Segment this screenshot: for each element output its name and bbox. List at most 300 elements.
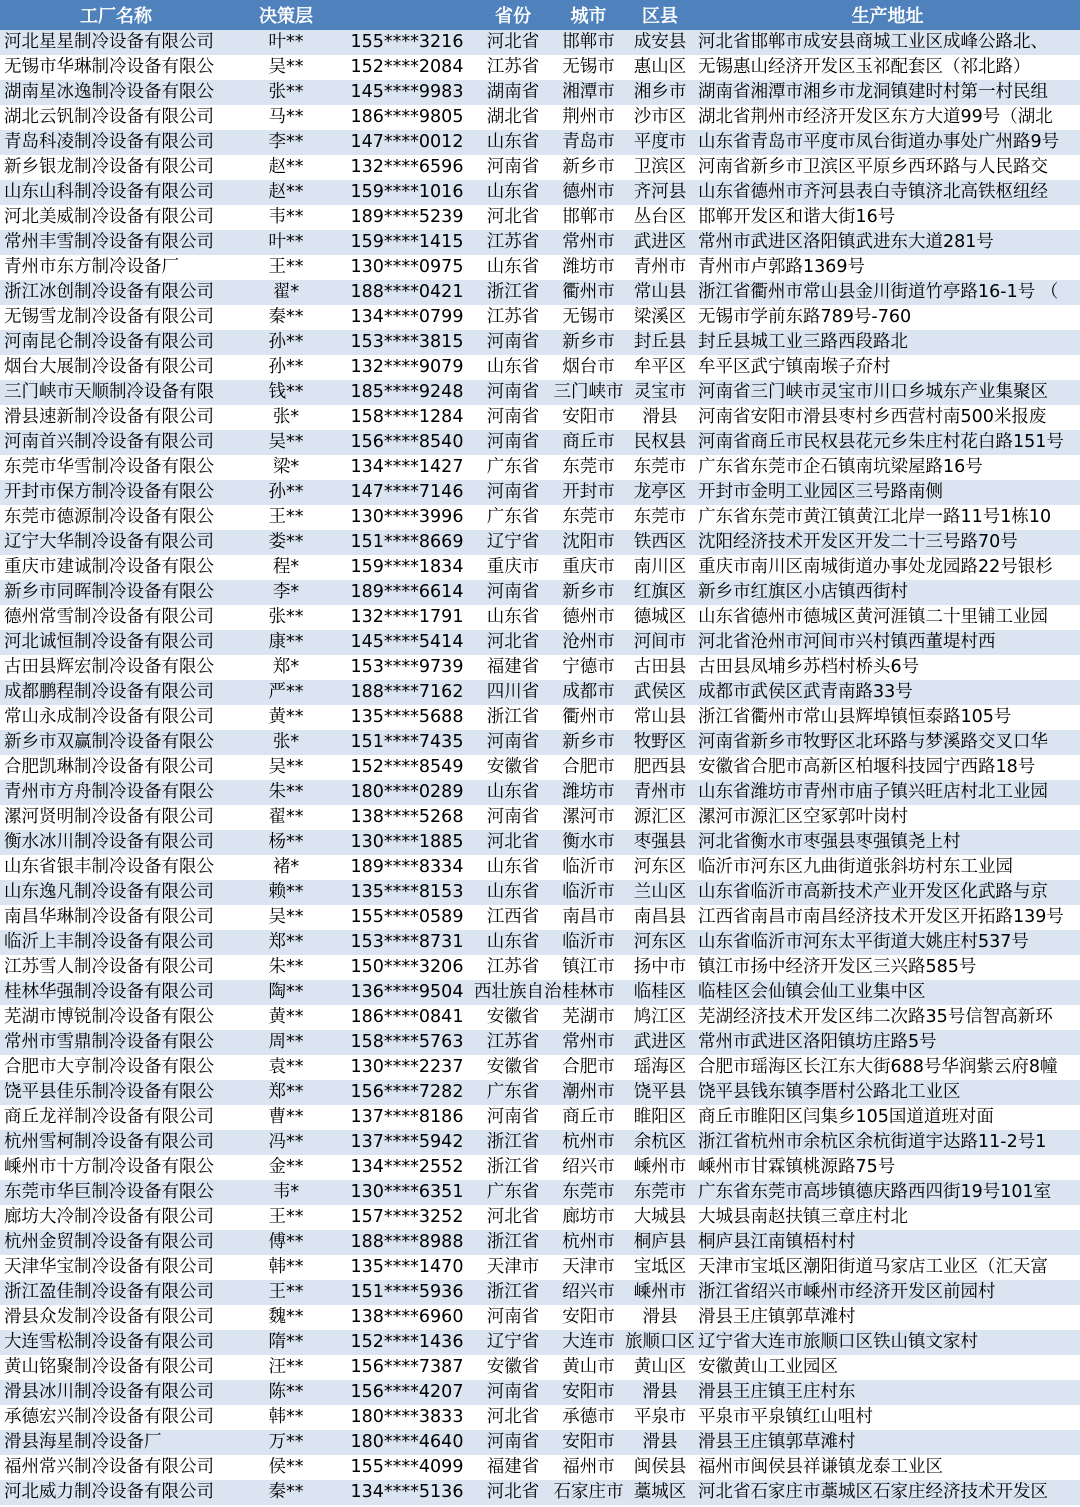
decision-maker-cell: 万** [268,1432,304,1452]
decision-maker-cell: 梁* [272,457,300,477]
county-cell: 东莞市 [633,1182,687,1202]
city-cell: 潮州市 [562,1082,615,1102]
factory-name-cell: 常州丰雪制冷设备有限公司 [4,232,214,252]
county-cell: 滑县 [642,1382,678,1402]
table-row [0,505,1080,530]
city-cell: 沈阳市 [562,532,615,552]
county-cell: 饶平县 [633,1082,687,1102]
county-cell: 河东区 [633,857,687,877]
province-cell: 安徽省 [486,1007,540,1027]
city-cell: 合肥市 [562,1057,615,1077]
factory-name-cell: 河北诚恒制冷设备有限公司 [4,632,214,652]
province-cell: 河北省 [486,832,540,852]
factory-name-cell: 河北威力制冷设备有限公司 [4,1482,214,1502]
phone-cell: 130****6351 [350,1182,464,1202]
factory-name-cell: 芜湖市博锐制冷设备有限公 [4,1007,214,1027]
phone-cell: 186****9805 [350,107,464,127]
decision-maker-cell: 赵** [268,157,304,177]
factory-name-cell: 无锡雪龙制冷设备有限公司 [4,307,214,327]
decision-maker-cell: 韦* [272,1182,300,1202]
address-cell: 古田县凤埔乡苏档村桥头6号 [698,657,920,677]
county-cell: 鸠江区 [633,1007,687,1027]
decision-maker-cell: 秦** [268,307,304,327]
table-row [0,1030,1080,1055]
province-cell: 浙江省 [486,707,540,727]
province-cell: 湖南省 [486,82,540,102]
address-cell: 平泉市平泉镇红山咀村 [698,1407,873,1427]
decision-maker-cell: 冯** [268,1132,304,1152]
city-cell: 漯河市 [562,807,615,827]
factory-name-cell: 成都鹏程制冷设备有限公司 [4,682,214,702]
phone-cell: 130****0975 [350,257,464,277]
county-cell: 滑县 [642,407,678,427]
decision-maker-cell: 金** [268,1157,304,1177]
table-row [0,280,1080,305]
county-cell: 齐河县 [633,182,687,202]
county-cell: 惠山区 [633,57,687,77]
factory-name-cell: 廊坊大冷制冷设备有限公司 [4,1207,214,1227]
province-cell: 河南省 [486,1107,540,1127]
decision-maker-cell: 翟** [268,807,304,827]
province-cell: 天津市 [486,1257,540,1277]
address-cell: 湖南省湘潭市湘乡市龙洞镇建时村第一村民组 [698,82,1048,102]
province-cell: 河北省 [486,1407,540,1427]
county-cell: 藁城区 [633,1482,687,1502]
phone-cell: 134****2552 [350,1157,464,1177]
city-cell: 福州市 [562,1457,615,1477]
city-cell: 商丘市 [562,432,615,452]
table-row [0,1330,1080,1355]
county-cell: 常山县 [633,707,687,727]
address-cell: 桐庐县江南镇梧村村 [698,1232,856,1252]
province-cell: 福建省 [486,657,540,677]
county-cell: 嵊州市 [633,1282,687,1302]
city-cell: 青岛市 [562,132,615,152]
phone-cell: 155****4099 [350,1457,464,1477]
decision-maker-cell: 黄** [268,1007,304,1027]
phone-cell: 138****5268 [350,807,464,827]
city-cell: 南昌市 [562,907,615,927]
header-county: 区县 [642,6,678,27]
factory-name-cell: 临沂上丰制冷设备有限公司 [4,932,214,952]
phone-cell: 152****8549 [350,757,464,777]
province-cell: 河北省 [486,632,540,652]
city-cell: 合肥市 [562,757,615,777]
city-cell: 天津市 [562,1257,615,1277]
factory-name-cell: 重庆市建诚制冷设备有限公 [4,557,214,577]
address-cell: 开封市金明工业园区三号路南侧 [698,482,943,502]
county-cell: 闽侯县 [633,1457,687,1477]
county-cell: 瑶海区 [633,1057,687,1077]
address-cell: 浙江省衢州市常山县金川街道竹亭路16-1号 （ [698,282,1059,302]
city-cell: 无锡市 [562,57,615,77]
header-decision-maker: 决策层 [259,6,313,27]
table-row [0,455,1080,480]
address-cell: 河南省三门峡市灵宝市川口乡城东产业集聚区 [698,382,1048,402]
city-cell: 商丘市 [562,1107,615,1127]
city-cell: 无锡市 [562,307,615,327]
decision-maker-cell: 郑* [272,657,300,677]
address-cell: 广东省东莞市高埗镇德庆路西四街19号101室 [698,1182,1052,1202]
province-cell: 河北省 [486,32,540,52]
county-cell: 灵宝市 [633,382,687,402]
county-cell: 牧野区 [633,732,687,752]
decision-maker-cell: 严** [268,682,304,702]
county-cell: 大城县 [633,1207,687,1227]
city-cell: 成都市 [562,682,615,702]
province-cell: 河北省 [486,1482,540,1502]
city-cell: 邯郸市 [562,207,615,227]
province-cell: 河南省 [486,1432,540,1452]
phone-cell: 155****3216 [350,32,464,52]
decision-maker-cell: 翟* [272,282,300,302]
decision-maker-cell: 侯** [268,1457,304,1477]
address-cell: 浙江省衢州市常山县辉埠镇恒泰路105号 [698,707,1012,727]
factory-name-cell: 嵊州市十方制冷设备有限公 [4,1157,214,1177]
address-cell: 封丘县城工业三路西段路北 [698,332,908,352]
address-cell: 青州市卢郭路1369号 [698,257,866,277]
address-cell: 江西省南昌市南昌经济技术开发区开拓路139号 [698,907,1064,927]
address-cell: 河南省安阳市滑县枣村乡西营村南500米报废 [698,407,1047,427]
city-cell: 东莞市 [562,1182,615,1202]
county-cell: 沙市区 [633,107,687,127]
city-cell: 临沂市 [562,857,615,877]
table-row [0,905,1080,930]
phone-cell: 189****5239 [350,207,464,227]
county-cell: 滑县 [642,1432,678,1452]
county-cell: 武进区 [633,1032,687,1052]
address-cell: 嵊州市甘霖镇桃源路75号 [698,1157,896,1177]
county-cell: 肥西县 [633,757,687,777]
table-row [0,780,1080,805]
phone-cell: 134****0799 [350,307,464,327]
province-cell: 浙江省 [486,1282,540,1302]
county-cell: 德城区 [633,607,687,627]
factory-name-cell: 黄山铭聚制冷设备有限公司 [4,1357,214,1377]
table-row [0,80,1080,105]
decision-maker-cell: 朱** [268,782,304,802]
phone-cell: 156****8540 [350,432,464,452]
table-row [0,1180,1080,1205]
phone-cell: 156****7282 [350,1082,464,1102]
address-cell: 福州市闽侯县祥谦镇龙泰工业区 [698,1457,943,1477]
factory-name-cell: 德州常雪制冷设备有限公司 [4,607,214,627]
county-cell: 枣强县 [633,832,687,852]
city-cell: 邯郸市 [562,32,615,52]
decision-maker-cell: 张* [272,732,300,752]
address-cell: 山东省潍坊市青州市庙子镇兴旺店村北工业园 [698,782,1048,802]
phone-cell: 147****0012 [350,132,464,152]
province-cell: 河南省 [486,1382,540,1402]
address-cell: 新乡市红旗区小店镇西街村 [698,582,908,602]
decision-maker-cell: 孙** [268,357,304,377]
phone-cell: 135****8153 [350,882,464,902]
decision-maker-cell: 王** [268,1207,304,1227]
county-cell: 南川区 [633,557,687,577]
county-cell: 旅顺口区 [625,1332,695,1352]
city-cell: 杭州市 [562,1232,615,1252]
header-row [0,0,1080,30]
province-cell: 广东省 [486,1182,540,1202]
phone-cell: 189****8334 [350,857,464,877]
province-cell: 江苏省 [486,232,540,252]
city-cell: 衢州市 [562,707,615,727]
address-cell: 芜湖经济技术开发区纬二次路35号信智高新环 [698,1007,1053,1027]
province-cell: 山东省 [486,857,540,877]
factory-name-cell: 杭州金贸制冷设备有限公司 [4,1232,214,1252]
factory-name-cell: 大连雪松制冷设备有限公司 [4,1332,214,1352]
province-cell: 河南省 [486,482,540,502]
province-cell: 江苏省 [486,307,540,327]
phone-cell: 153****3815 [350,332,464,352]
city-cell: 安阳市 [562,407,615,427]
address-cell: 饶平县钱东镇李厝村公路北工业区 [698,1082,961,1102]
province-cell: 河南省 [486,1307,540,1327]
decision-maker-cell: 王** [268,1282,304,1302]
phone-cell: 130****1885 [350,832,464,852]
province-cell: 四川省 [486,682,540,702]
decision-maker-cell: 吴** [268,757,304,777]
phone-cell: 188****7162 [350,682,464,702]
decision-maker-cell: 魏** [268,1307,304,1327]
city-cell: 宁德市 [562,657,615,677]
decision-maker-cell: 郑** [268,1082,304,1102]
table-row [0,1080,1080,1105]
decision-maker-cell: 叶** [268,232,304,252]
table-header [0,0,1080,30]
province-cell: 安徽省 [486,757,540,777]
decision-maker-cell: 陶** [268,982,304,1002]
decision-maker-cell: 袁** [268,1057,304,1077]
province-cell: 山东省 [486,257,540,277]
decision-maker-cell: 朱** [268,957,304,977]
decision-maker-cell: 韩** [268,1257,304,1277]
phone-cell: 159****1016 [350,182,464,202]
address-cell: 山东省德州市齐河县表白寺镇济北高铁枢纽经 [698,182,1048,202]
county-cell: 武侯区 [633,682,687,702]
factory-name-cell: 新乡市双赢制冷设备有限公 [4,732,214,752]
address-cell: 浙江省绍兴市嵊州市经济开发区前园村 [698,1282,996,1302]
decision-maker-cell: 韦** [268,207,304,227]
phone-cell: 188****8988 [350,1232,464,1252]
city-cell: 芜湖市 [562,1007,615,1027]
province-cell: 河北省 [486,207,540,227]
address-cell: 山东省德州市德城区黄河涯镇二十里铺工业园 [698,607,1048,627]
header-province: 省份 [495,6,531,27]
table-row [0,230,1080,255]
phone-cell: 180****4640 [350,1432,464,1452]
header-city: 城市 [570,6,607,27]
table-row [0,255,1080,280]
county-cell: 南昌县 [633,907,687,927]
county-cell: 嵊州市 [633,1157,687,1177]
table-row [0,380,1080,405]
province-cell: 河南省 [486,807,540,827]
phone-cell: 130****3996 [350,507,464,527]
factory-name-cell: 山东逸凡制冷设备有限公司 [4,882,214,902]
decision-maker-cell: 李** [268,132,304,152]
table-row [0,605,1080,630]
province-cell: 辽宁省 [486,1332,540,1352]
city-cell: 安阳市 [562,1432,615,1452]
factory-name-cell: 滑县海星制冷设备厂 [4,1432,162,1452]
header-factory-name: 工厂名称 [80,6,152,27]
factory-name-cell: 浙江冰创制冷设备有限公司 [4,282,214,302]
decision-maker-cell: 马** [268,107,304,127]
city-cell: 东莞市 [562,457,615,477]
table-row [0,1380,1080,1405]
phone-cell: 155****0589 [350,907,464,927]
province-cell: 浙江省 [486,1157,540,1177]
province-cell: 浙江省 [486,1232,540,1252]
decision-maker-cell: 钱** [268,382,304,402]
table-row [0,1255,1080,1280]
city-cell: 杭州市 [562,1132,615,1152]
table-row [0,655,1080,680]
address-cell: 河北省衡水市枣强县枣强镇尧上村 [698,832,961,852]
factory-name-cell: 滑县冰川制冷设备有限公司 [4,1382,214,1402]
address-cell: 河南省商丘市民权县花元乡朱庄村花白路151号 [698,432,1064,452]
factory-name-cell: 桂林华强制冷设备有限公司 [4,982,214,1002]
address-cell: 浙江省杭州市余杭区余杭街道宇达路11-2号1 [698,1132,1047,1152]
county-cell: 余杭区 [633,1132,687,1152]
address-cell: 广东省东莞市企石镇南坑梁屋路16号 [698,457,983,477]
county-cell: 扬中市 [633,957,687,977]
factory-name-cell: 河北星星制冷设备有限公司 [4,32,214,52]
address-cell: 山东省临沂市高新技术产业开发区化武路与京 [698,882,1048,902]
province-cell: 广东省 [486,1082,540,1102]
factory-name-cell: 新乡银龙制冷设备有限公司 [4,157,214,177]
address-cell: 合肥市瑶海区长江东大街688号华润紫云府8幢 [698,1057,1058,1077]
table-row [0,130,1080,155]
county-cell: 平泉市 [633,1407,687,1427]
province-cell: 湖北省 [486,107,540,127]
province-cell: 山东省 [486,607,540,627]
city-cell: 承德市 [562,1407,615,1427]
address-cell: 河南省新乡市牧野区北环路与梦溪路交叉口华 [698,732,1048,752]
table-row [0,1105,1080,1130]
phone-cell: 153****8731 [350,932,464,952]
county-cell: 东莞市 [633,457,687,477]
address-cell: 安徽黄山工业园区 [698,1357,838,1377]
address-cell: 常州市武进区洛阳镇武进东大道281号 [698,232,994,252]
decision-maker-cell: 杨** [268,832,304,852]
decision-maker-cell: 傅** [268,1232,304,1252]
phone-cell: 153****9739 [350,657,464,677]
phone-cell: 180****3833 [350,1407,464,1427]
county-cell: 临桂区 [633,982,687,1002]
city-cell: 大连市 [562,1332,615,1352]
phone-cell: 138****6960 [350,1307,464,1327]
table-row [0,855,1080,880]
city-cell: 新乡市 [562,157,615,177]
decision-maker-cell: 孙** [268,332,304,352]
county-cell: 湘乡市 [633,82,687,102]
phone-cell: 185****9248 [350,382,464,402]
table-row [0,705,1080,730]
phone-cell: 137****5942 [350,1132,464,1152]
county-cell: 武进区 [633,232,687,252]
city-cell: 黄山市 [562,1357,615,1377]
factory-name-cell: 承德宏兴制冷设备有限公司 [4,1407,214,1427]
decision-maker-cell: 黄** [268,707,304,727]
county-cell: 梁溪区 [633,307,687,327]
table-row [0,930,1080,955]
table-row [0,430,1080,455]
phone-cell: 158****5763 [350,1032,464,1052]
decision-maker-cell: 张** [268,607,304,627]
city-cell: 安阳市 [562,1382,615,1402]
address-cell: 邯郸开发区和谐大街16号 [698,207,896,227]
county-cell: 河间市 [633,632,687,652]
factory-name-cell: 滑县众发制冷设备有限公司 [4,1307,214,1327]
factory-name-cell: 杭州雪柯制冷设备有限公司 [4,1132,214,1152]
factory-name-cell: 辽宁大华制冷设备有限公司 [4,532,214,552]
province-cell: 河南省 [486,157,540,177]
province-cell: 江苏省 [486,57,540,77]
city-cell: 临沂市 [562,882,615,902]
phone-cell: 156****7387 [350,1357,464,1377]
city-cell: 湘潭市 [562,82,615,102]
table-row [0,1205,1080,1230]
county-cell: 青州市 [633,782,687,802]
table-row [0,830,1080,855]
phone-cell: 152****1436 [350,1332,464,1352]
phone-cell: 134****1427 [350,457,464,477]
phone-cell: 151****7435 [350,732,464,752]
decision-maker-cell: 汪** [268,1357,304,1377]
table-row [0,30,1080,55]
table-row [0,1005,1080,1030]
address-cell: 漯河市源汇区空冢郭叶岗村 [698,807,908,827]
phone-cell: 135****1470 [350,1257,464,1277]
factory-name-cell: 河北美威制冷设备有限公司 [4,207,214,227]
decision-maker-cell: 赖** [268,882,304,902]
table-row [0,955,1080,980]
factory-name-cell: 南昌华琳制冷设备有限公司 [4,907,214,927]
province-cell: 江西省 [486,907,540,927]
city-cell: 三门峡市 [553,382,624,402]
decision-maker-cell: 褚* [272,857,300,877]
province-cell: 河北省 [486,1207,540,1227]
phone-cell: 145****9983 [350,82,464,102]
county-cell: 铁西区 [633,532,687,552]
decision-maker-cell: 韩** [268,1407,304,1427]
city-cell: 廊坊市 [562,1207,615,1227]
county-cell: 兰山区 [633,882,687,902]
table-row [0,1305,1080,1330]
factory-name-cell: 烟台大展制冷设备有限公司 [4,357,214,377]
city-cell: 德州市 [562,182,615,202]
phone-cell: 151****5936 [350,1282,464,1302]
factory-name-cell: 衡水冰川制冷设备有限公司 [4,832,214,852]
county-cell: 青州市 [633,257,687,277]
city-cell: 荆州市 [562,107,615,127]
address-cell: 常州市武进区洛阳镇坊庄路5号 [698,1032,937,1052]
phone-cell: 132****9079 [350,357,464,377]
phone-cell: 150****3206 [350,957,464,977]
factory-name-cell: 商丘龙祥制冷设备有限公司 [4,1107,214,1127]
phone-cell: 159****1834 [350,557,464,577]
phone-cell: 136****9504 [350,982,464,1002]
table-row [0,305,1080,330]
province-cell: 浙江省 [486,282,540,302]
county-cell: 黄山区 [633,1357,687,1377]
county-cell: 源汇区 [633,807,687,827]
factory-name-cell: 青岛科凌制冷设备有限公司 [4,132,214,152]
header-phone [340,0,474,30]
county-cell: 常山县 [633,282,687,302]
